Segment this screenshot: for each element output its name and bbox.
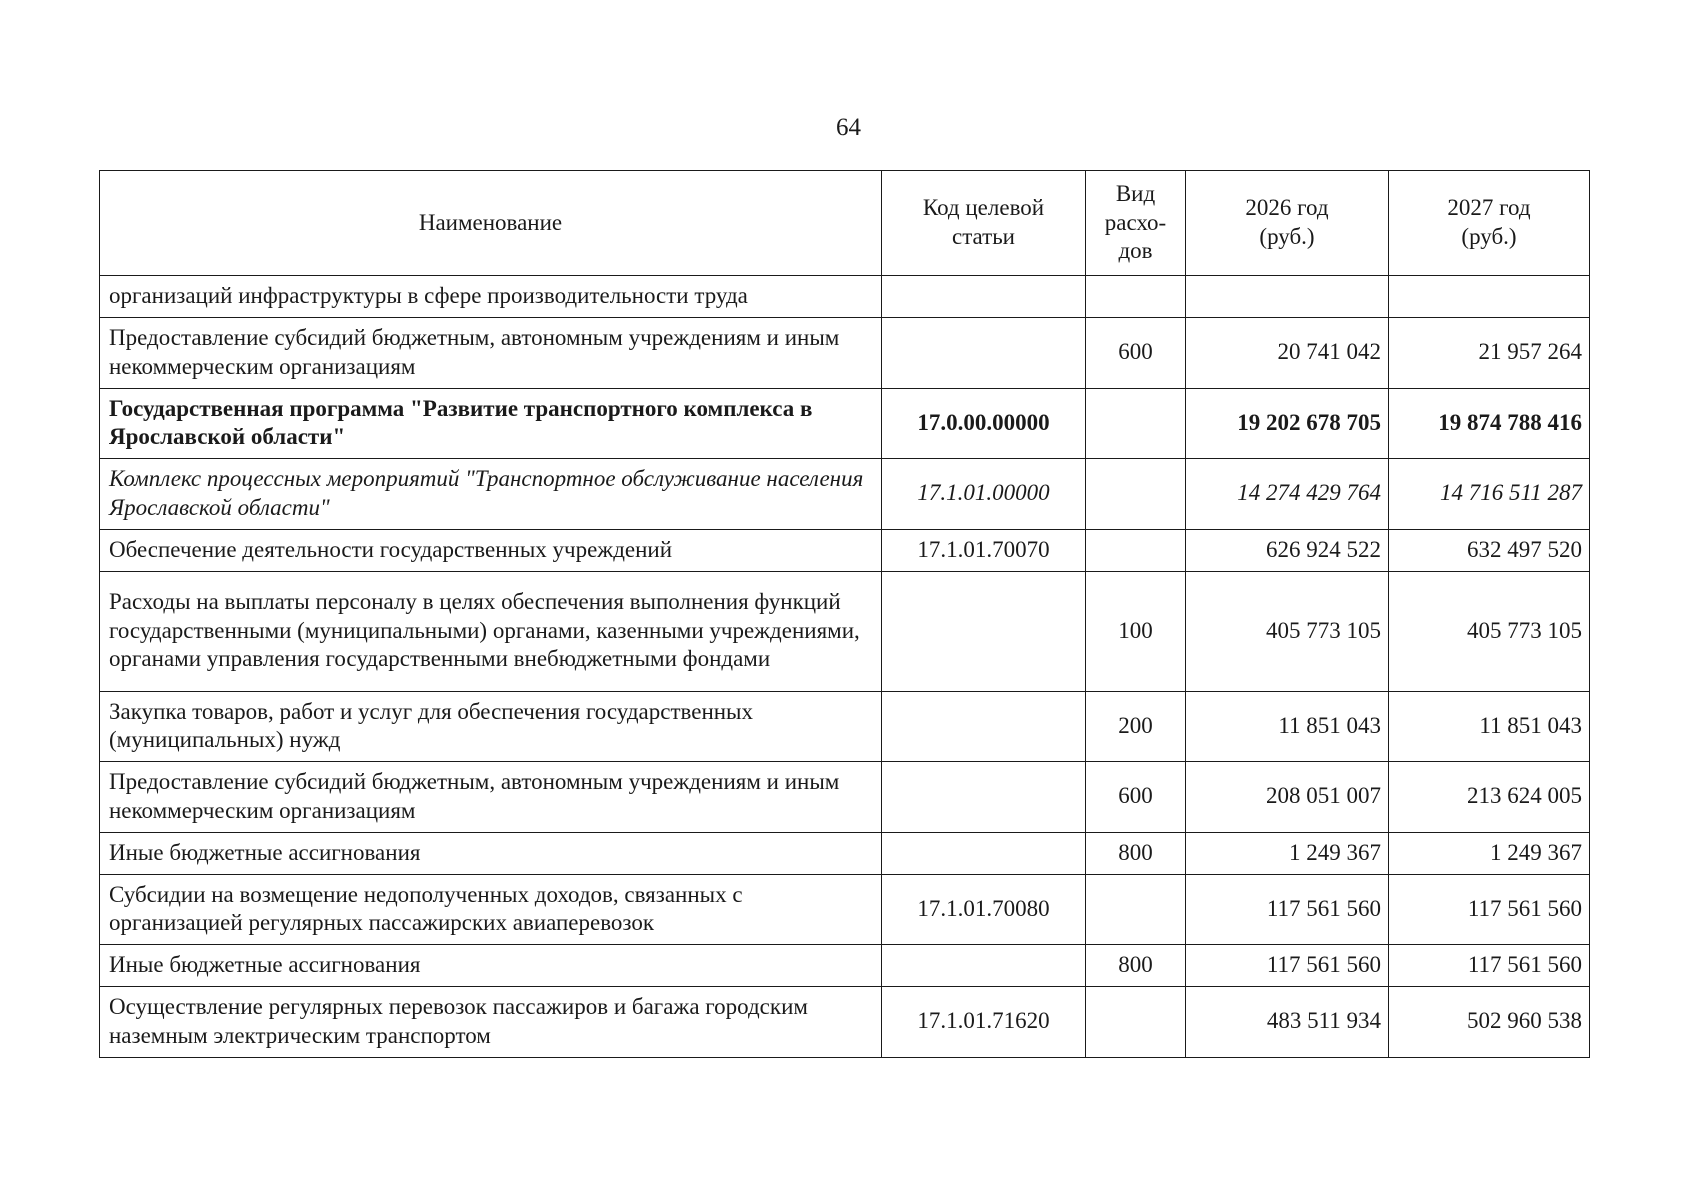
table-row — [100, 459, 1590, 530]
row-code-cell: 17.1.01.00000 — [882, 459, 1086, 530]
row-name-cell: Государственная программа "Развитие транспортного комплекса в Ярославской области" — [100, 388, 882, 459]
row-code-cell: 17.1.01.70080 — [882, 874, 1086, 945]
row-name-cell: Осуществление регулярных перевозок пассажиров и багажа городским наземным электрическим транспортом — [100, 987, 882, 1058]
row-2027-cell: 1 249 367 — [1389, 832, 1590, 874]
table-row — [100, 571, 1590, 691]
row-name-cell: Субсидии на возмещение недополученных доходов, связанных с организацией регулярных пассажирских авиаперевозок — [100, 874, 882, 945]
row-name-cell: Иные бюджетные ассигнования — [100, 945, 882, 987]
row-2026-cell: 117 561 560 — [1186, 945, 1389, 987]
table-body — [100, 276, 1590, 1058]
row-2027-cell: 632 497 520 — [1389, 529, 1590, 571]
row-2027-cell: 117 561 560 — [1389, 945, 1590, 987]
row-code-cell — [882, 318, 1086, 389]
table-row — [100, 529, 1590, 571]
budget-table — [99, 170, 1590, 1058]
row-2026-cell: 20 741 042 — [1186, 318, 1389, 389]
row-type-cell — [1086, 276, 1186, 318]
row-2026-cell: 483 511 934 — [1186, 987, 1389, 1058]
header-code: Код целевой статьи — [882, 171, 1086, 276]
row-type-cell: 600 — [1086, 318, 1186, 389]
row-code-cell — [882, 762, 1086, 833]
row-code-cell — [882, 945, 1086, 987]
row-name-cell: Комплекс процессных мероприятий "Транспортное обслуживание населения Ярославской области" — [100, 459, 882, 530]
page-number: 64 — [836, 114, 861, 141]
row-type-cell: 800 — [1086, 945, 1186, 987]
row-2026-cell — [1186, 276, 1389, 318]
row-2027-cell: 405 773 105 — [1389, 571, 1590, 691]
table-row — [100, 691, 1590, 762]
row-type-cell — [1086, 987, 1186, 1058]
row-type-cell — [1086, 459, 1186, 530]
table-row — [100, 318, 1590, 389]
row-type-cell: 200 — [1086, 691, 1186, 762]
row-type-cell — [1086, 388, 1186, 459]
row-code-cell: 17.0.00.00000 — [882, 388, 1086, 459]
table-header-row — [100, 171, 1590, 276]
row-2027-cell: 19 874 788 416 — [1389, 388, 1590, 459]
table-row — [100, 388, 1590, 459]
row-code-cell: 17.1.01.70070 — [882, 529, 1086, 571]
row-name-cell: Расходы на выплаты персоналу в целях обеспечения выполнения функций государственными (муниципальными) органами, казенными учреждениями, органами управления государственными внебюджетными фондами — [100, 571, 882, 691]
row-code-cell — [882, 691, 1086, 762]
header-name: Наименование — [100, 171, 882, 276]
row-2026-cell: 19 202 678 705 — [1186, 388, 1389, 459]
row-2027-cell: 14 716 511 287 — [1389, 459, 1590, 530]
row-name-cell: Обеспечение деятельности государственных учреждений — [100, 529, 882, 571]
row-code-cell — [882, 832, 1086, 874]
row-2027-cell: 117 561 560 — [1389, 874, 1590, 945]
row-type-cell — [1086, 529, 1186, 571]
table-row — [100, 762, 1590, 833]
table-row — [100, 945, 1590, 987]
row-2026-cell: 117 561 560 — [1186, 874, 1389, 945]
row-2026-cell: 626 924 522 — [1186, 529, 1389, 571]
row-code-cell — [882, 571, 1086, 691]
header-type: Вид расхо- дов — [1086, 171, 1186, 276]
row-2026-cell: 1 249 367 — [1186, 832, 1389, 874]
row-2027-cell: 11 851 043 — [1389, 691, 1590, 762]
row-2027-cell: 213 624 005 — [1389, 762, 1590, 833]
header-2026: 2026 год (руб.) — [1186, 171, 1389, 276]
row-type-cell: 600 — [1086, 762, 1186, 833]
row-2027-cell — [1389, 276, 1590, 318]
row-2027-cell: 21 957 264 — [1389, 318, 1590, 389]
row-name-cell: Предоставление субсидий бюджетным, автономным учреждениям и иным некоммерческим организациям — [100, 318, 882, 389]
row-code-cell: 17.1.01.71620 — [882, 987, 1086, 1058]
row-2026-cell: 208 051 007 — [1186, 762, 1389, 833]
row-name-cell: Закупка товаров, работ и услуг для обеспечения государственных (муниципальных) нужд — [100, 691, 882, 762]
row-2026-cell: 405 773 105 — [1186, 571, 1389, 691]
row-2027-cell: 502 960 538 — [1389, 987, 1590, 1058]
row-2026-cell: 11 851 043 — [1186, 691, 1389, 762]
table-row — [100, 276, 1590, 318]
row-type-cell: 800 — [1086, 832, 1186, 874]
row-name-cell: Предоставление субсидий бюджетным, автономным учреждениям и иным некоммерческим организациям — [100, 762, 882, 833]
row-name-cell: организаций инфраструктуры в сфере производительности труда — [100, 276, 882, 318]
row-code-cell — [882, 276, 1086, 318]
row-name-cell: Иные бюджетные ассигнования — [100, 832, 882, 874]
table-row — [100, 832, 1590, 874]
header-2027: 2027 год (руб.) — [1389, 171, 1590, 276]
table-row — [100, 874, 1590, 945]
row-2026-cell: 14 274 429 764 — [1186, 459, 1389, 530]
row-type-cell — [1086, 874, 1186, 945]
row-type-cell: 100 — [1086, 571, 1186, 691]
table-row — [100, 987, 1590, 1058]
